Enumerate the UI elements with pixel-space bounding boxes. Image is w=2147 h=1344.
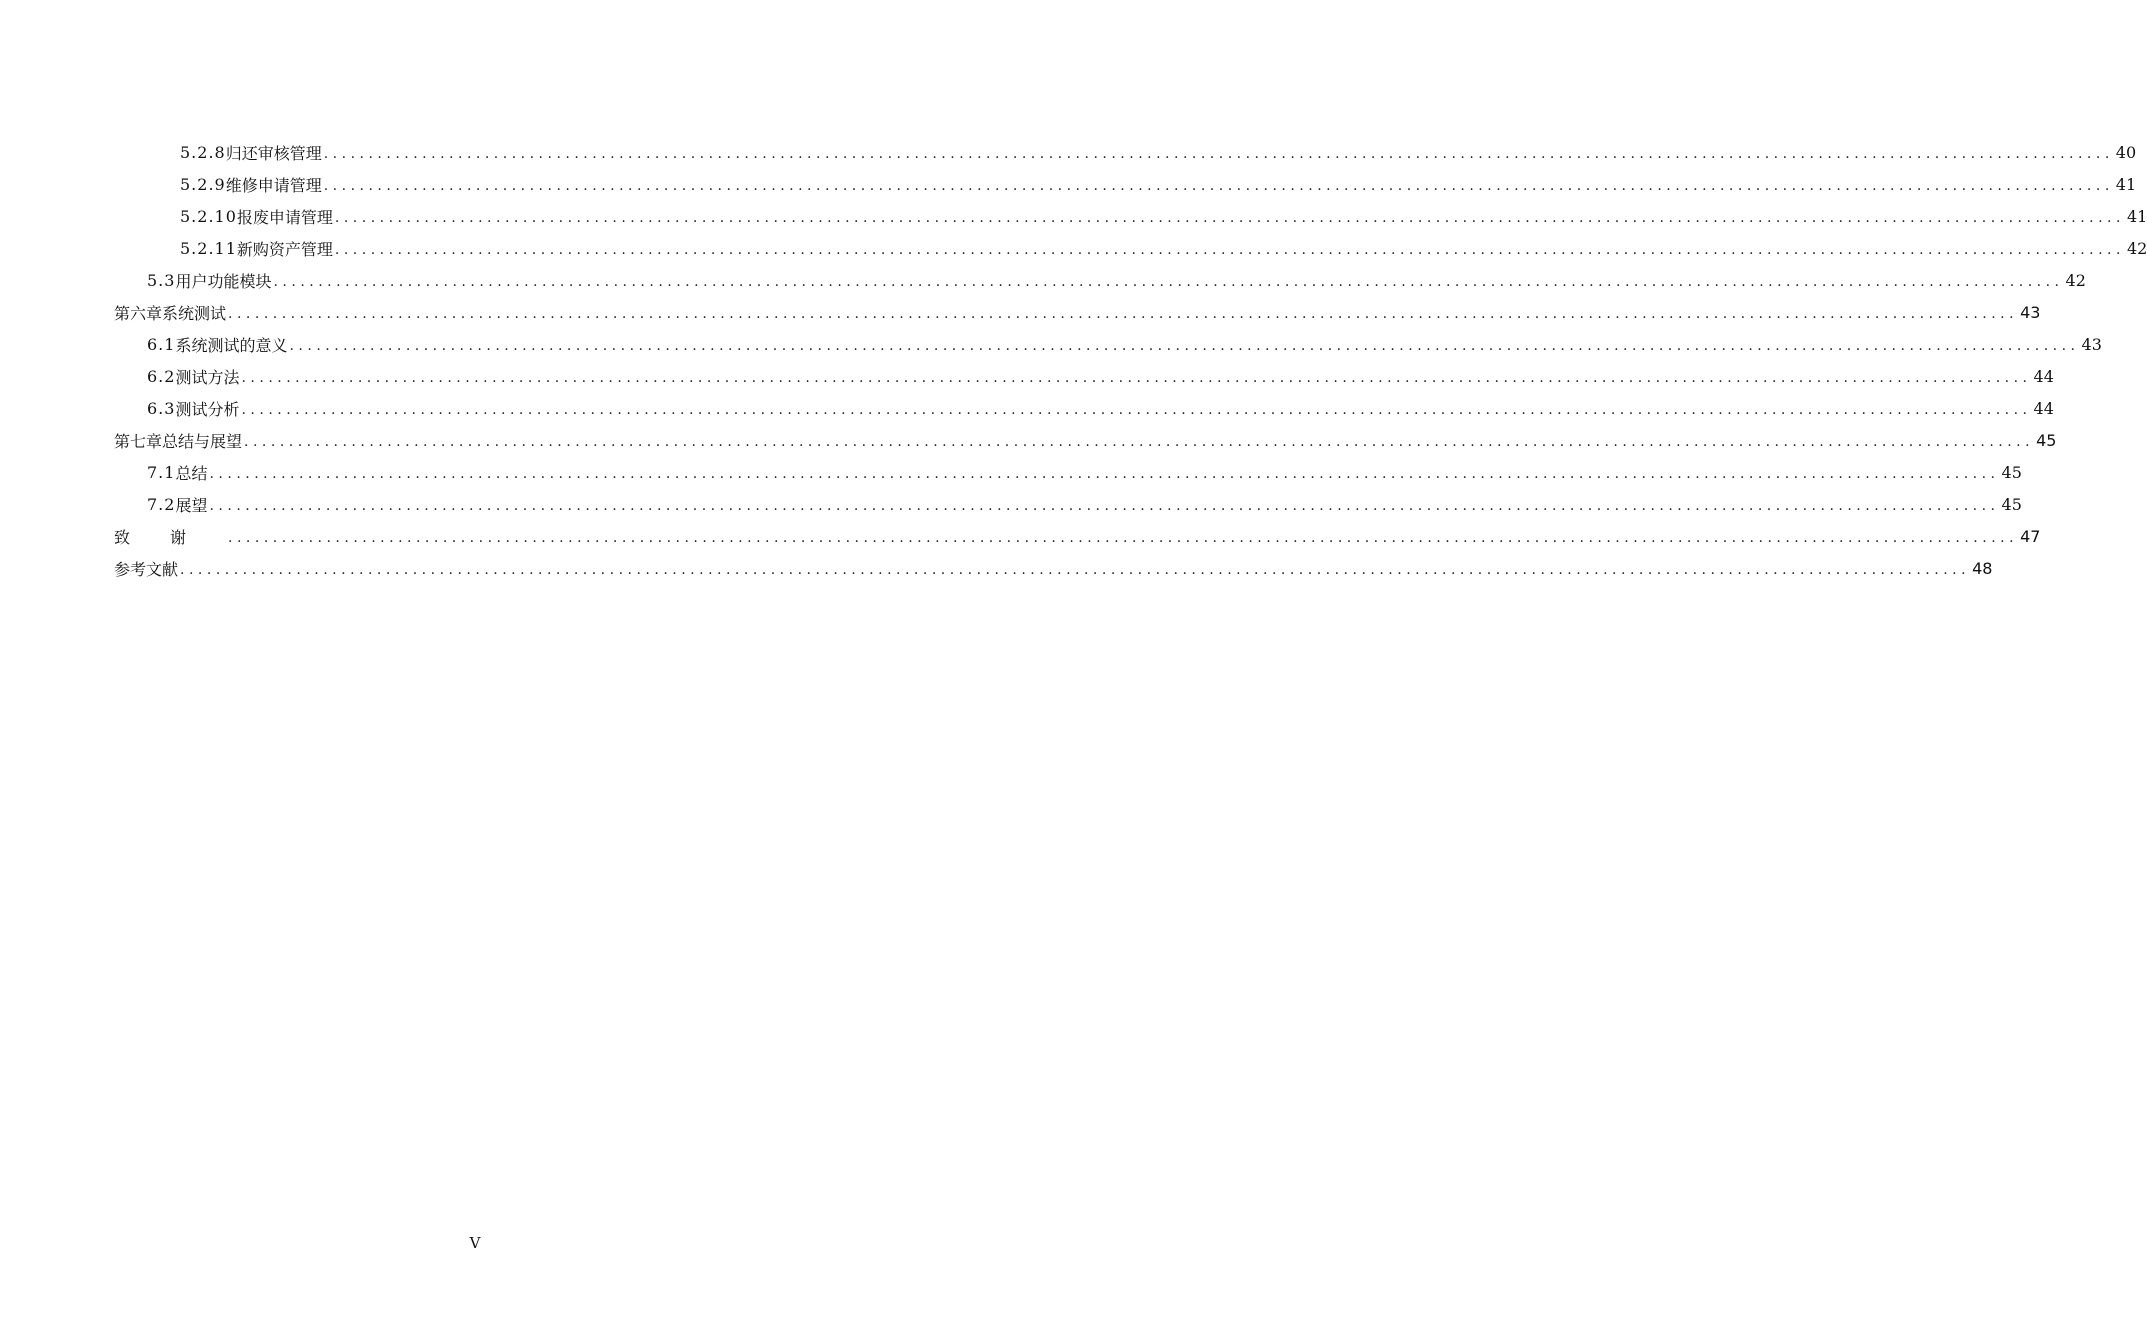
toc-entry-title: 新购资产管理 [236,239,333,259]
toc-entry-page: 45 [2001,494,2022,514]
toc-entry-chapter-6[interactable] [0,296,2041,328]
dot-leader: ........................................................................................................................................................................................................ [209,466,2000,482]
toc-entry-title: 系统测试 [162,303,227,323]
toc-entry-number: 6.3 [147,398,176,418]
toc-entry-number: 7.2 [147,494,176,514]
dot-leader: ........................................................................................................................................................................................................ [180,562,1971,578]
toc-entry-page: 47 [2020,526,2041,546]
toc-entry-title: 系统测试的意义 [175,335,288,355]
toc-entry-title: 致谢 [114,527,227,547]
toc-entry-title: 用户功能模块 [175,271,272,291]
toc-entry-acknowledgements[interactable] [0,520,2041,552]
toc-entry-number: 5.2.9 [180,174,226,194]
toc-entry-title: 参考文献 [114,559,179,579]
dot-leader: ........................................................................................................................................................................................................ [209,498,2000,514]
dot-leader: ........................................................................................................................................................................................................ [273,274,2064,290]
toc-entry-5-2-9[interactable] [0,168,2137,200]
toc-entry-7-1[interactable] [0,456,2022,488]
toc-entry-page: 40 [2115,142,2137,162]
dot-leader: ........................................................................................................................................................................................................ [323,178,2114,194]
dot-leader: ........................................................................................................................................................................................................ [241,402,2032,418]
toc-entry-title: 归还审核管理 [225,143,322,163]
dot-leader: ........................................................................................................................................................................................................ [228,530,2019,546]
toc-entry-number: 5.2.11 [180,238,237,258]
toc-entry-number: 5.2.8 [180,142,226,162]
toc-entry-number: 7.1 [147,462,176,482]
dot-leader: ........................................................................................................................................................................................................ [241,370,2032,386]
toc-entry-5-2-10[interactable] [0,200,2147,232]
toc-entry-page: 41 [2126,206,2147,226]
toc-entry-number: 6.1 [147,334,176,354]
toc-entry-page: 45 [2001,462,2022,482]
toc-entry-chapter-7[interactable] [0,424,2057,456]
toc-entry-page: 44 [2033,398,2054,418]
dot-leader: ........................................................................................................................................................................................................ [228,306,2019,322]
toc-entry-page: 42 [2126,238,2147,258]
toc-entry-title: 报废申请管理 [236,207,333,227]
toc-entry-page: 41 [2115,174,2137,194]
dot-leader: ........................................................................................................................................................................................................ [334,210,2125,226]
toc-entry-title: 总结 [175,463,208,483]
dot-leader: ........................................................................................................................................................................................................ [323,146,2114,162]
toc-entry-number: 5.2.10 [180,206,237,226]
toc-entry-page: 42 [2065,270,2086,290]
toc-entry-title: 测试方法 [175,367,240,387]
toc-entry-number: 5.3 [147,270,176,290]
toc-entry-page: 48 [1972,558,1993,578]
dot-leader: ........................................................................................................................................................................................................ [334,242,2125,258]
toc-entry-page: 43 [2020,302,2041,322]
toc-entry-title: 测试分析 [175,399,240,419]
toc-entry-references[interactable] [0,552,1993,584]
page-number-footer: V [469,1234,481,1252]
toc-entry-6-2[interactable] [0,360,2054,392]
toc-chapter-number: 第七章 [114,431,163,451]
toc-entry-page: 45 [2036,430,2057,450]
toc-entry-title: 总结与展望 [162,431,243,451]
toc-entry-title: 展望 [175,495,208,515]
toc-entry-6-3[interactable] [0,392,2054,424]
toc-entry-page: 44 [2033,366,2054,386]
toc-entry-6-1[interactable] [0,328,2102,360]
toc-entry-page: 43 [2081,334,2102,354]
toc-entry-5-2-8[interactable] [0,136,2137,168]
toc-entry-number: 6.2 [147,366,176,386]
dot-leader: ........................................................................................................................................................................................................ [289,338,2080,354]
table-of-contents [0,136,2147,584]
toc-chapter-number: 第六章 [114,303,163,323]
toc-entry-5-2-11[interactable] [0,232,2147,264]
toc-entry-5-3[interactable] [0,264,2086,296]
toc-entry-7-2[interactable] [0,488,2022,520]
toc-entry-title: 维修申请管理 [225,175,322,195]
dot-leader: ........................................................................................................................................................................................................ [244,434,2035,450]
